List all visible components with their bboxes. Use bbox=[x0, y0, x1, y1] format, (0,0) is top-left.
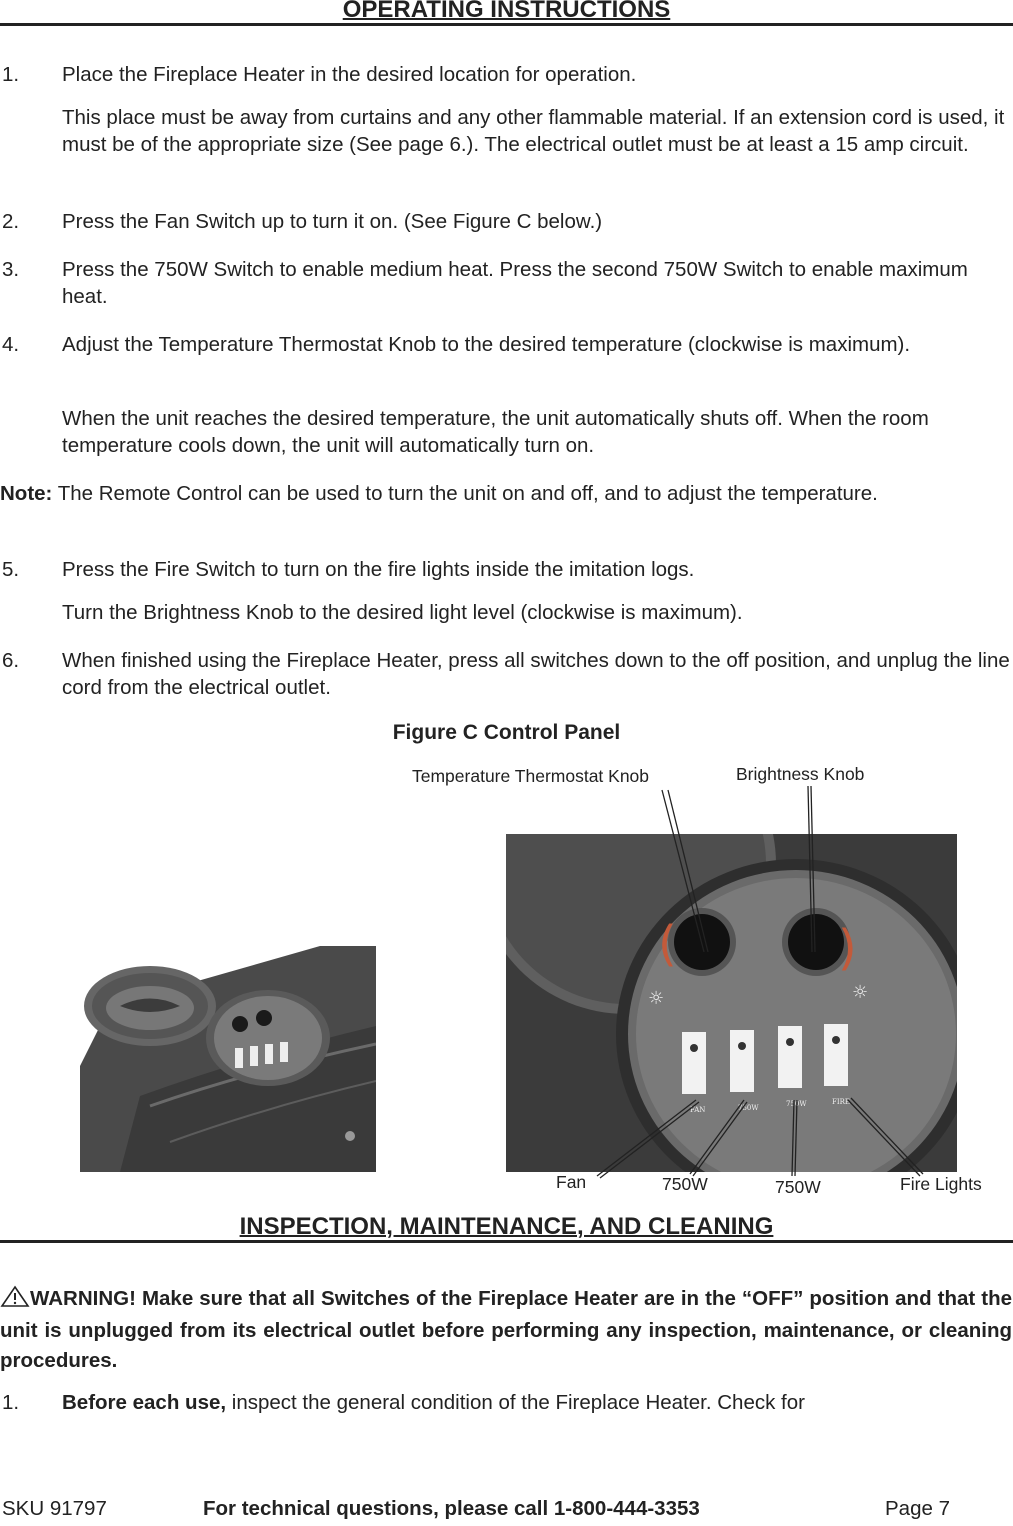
step-text: Adjust the Temperature Thermostat Knob to the desired temperature (clockwise is maximum). bbox=[62, 333, 911, 356]
step-number: 2. bbox=[2, 210, 20, 233]
step-detail: This place must be away from curtains and any other flammable material. If an extension cord is used, it must be of the appropriate size (See page 6.). The electrical outlet must be at least a 15 amp circuit. bbox=[62, 106, 1005, 156]
step-text: Press the 750W Switch to enable medium heat. Press the second 750W Switch to enable maximum heat. bbox=[62, 258, 968, 308]
svg-text:(: ( bbox=[658, 916, 677, 972]
step-number: 1. bbox=[2, 63, 20, 86]
label-brightness-knob: Brightness Knob bbox=[736, 764, 865, 784]
step-detail: When the unit reaches the desired temperature, the unit automatically shuts off. When the room temperature cools down, the unit will automatically turn on. bbox=[62, 407, 929, 457]
figure-title: Figure C Control Panel bbox=[392, 721, 621, 744]
maintenance-lead: Before each use, bbox=[62, 1391, 227, 1414]
panel-switch-text: 750W bbox=[738, 1104, 759, 1112]
svg-text:☼: ☼ bbox=[648, 988, 665, 1009]
inspection-heading-text: INSPECTION, MAINTENANCE, AND CLEANING bbox=[239, 1217, 774, 1240]
footer-page-number: Page 7 bbox=[885, 1497, 950, 1520]
maintenance-text: inspect the general condition of the Fireplace Heater. Check for bbox=[226, 1391, 805, 1414]
step-detail: Turn the Brightness Knob to the desired light level (clockwise is maximum). bbox=[62, 601, 743, 624]
maintenance-number: 1. bbox=[2, 1391, 20, 1414]
footer-sku: SKU 91797 bbox=[2, 1497, 107, 1520]
note-label: Note: bbox=[0, 482, 53, 505]
warning-label: WARNING! bbox=[30, 1287, 136, 1310]
warning-text: Make sure that all Switches of the Fireplace Heater are in the “OFF” position and that the unit is unplugged from its electrical outlet before performing any inspection, maintenance, or cleaning procedures. bbox=[0, 1287, 1012, 1372]
label-fire-lights: Fire Lights bbox=[900, 1174, 982, 1194]
step-number: 6. bbox=[2, 649, 20, 672]
step-text: Press the Fire Switch to turn on the fire lights inside the imitation logs. bbox=[62, 558, 695, 581]
label-750w-first: 750W bbox=[662, 1174, 708, 1194]
note-text: The Remote Control can be used to turn the unit on and off, and to adjust the temperature. bbox=[52, 482, 878, 505]
step-number: 5. bbox=[2, 558, 20, 581]
panel-switch-text: FIRE bbox=[832, 1098, 851, 1106]
step-text: When finished using the Fireplace Heater, press all switches down to the off position, and unplug the line cord from the electrical outlet. bbox=[62, 649, 1010, 699]
label-thermostat-knob: Temperature Thermostat Knob bbox=[412, 766, 650, 786]
panel-switch-text: FAN bbox=[690, 1106, 706, 1114]
footer-tech-support: For technical questions, please call 1-800-444-3353 bbox=[203, 1497, 700, 1520]
svg-text:☼: ☼ bbox=[852, 982, 869, 1003]
maintenance-item bbox=[62, 1389, 1010, 1416]
warning-paragraph bbox=[0, 1284, 1012, 1376]
label-750w-second: 750W bbox=[775, 1177, 821, 1197]
step-text: Place the Fireplace Heater in the desired location for operation. bbox=[62, 63, 637, 86]
section-heading-inspection bbox=[0, 1217, 1013, 1243]
step-number: 3. bbox=[2, 258, 20, 281]
step-number: 4. bbox=[2, 333, 20, 356]
step-text: Press the Fan Switch up to turn it on. (See Figure C below.) bbox=[62, 210, 603, 233]
operating-heading-text: OPERATING INSTRUCTIONS bbox=[342, 0, 671, 23]
label-fan: Fan bbox=[556, 1172, 587, 1192]
warning-triangle-icon bbox=[0, 1285, 30, 1316]
panel-switch-text: 750W bbox=[786, 1100, 807, 1108]
svg-text:): ) bbox=[838, 920, 857, 976]
